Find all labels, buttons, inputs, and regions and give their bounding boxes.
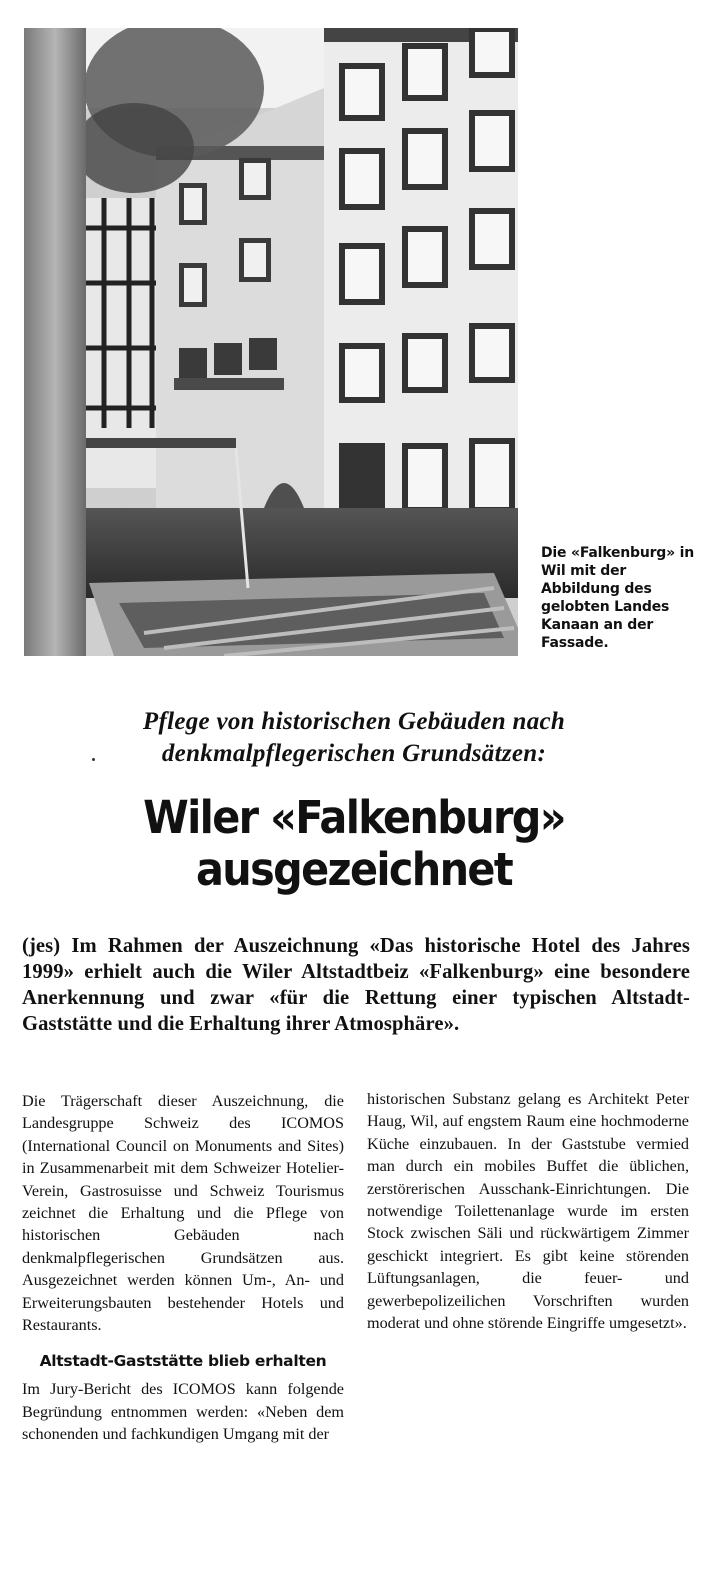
photo-caption: Die «Falkenburg» in Wil mit der Abbildung des gelobten Landes Kanaan an der Fassade. [541, 545, 695, 651]
body-paragraph: Im Jury-Bericht des ICOMOS kann folgende Begründung entnommen werden: «Neben dem schonenden und fachkundigen Umgang mit der [22, 1380, 344, 1444]
lead-paragraph: (jes) Im Rahmen der Auszeichnung «Das historische Hotel des Jahres 1999» erhielt auch die Wiler Altstadtbeiz «Falkenburg» eine besondere Anerkennung und zwar «für die Rettung einer typischen Altstadt-Gaststätte und die Erhaltung ihrer Atmosphäre». [22, 935, 690, 1035]
headline: Wiler «Falkenburg» ausgezeichnet [143, 791, 565, 896]
body-column-right [367, 1088, 689, 1334]
kicker-heading: Pflege von historischen Gebäuden nach denkmalpflegerischen Grundsätzen: [142, 708, 566, 767]
section-subheading: Altstadt-Gaststätte blieb erhalten [39, 1352, 327, 1371]
body-column-left [22, 1090, 344, 1446]
body-paragraph: historischen Substanz gelang es Architekt Peter Haug, Wil, auf engstem Raum eine hochmoderne Küche einzubauen. In der Gaststube vermied man durch ein mobiles Buffet die üblichen, zerstörerischen Ausschank-Einrichtungen. Die notwendige Toilettenanlage wurde im ersten Stock zwischen Säli und rückwärtigem Zimmer geschickt integriert. Es gibt keine störenden Lüftungsanlagen, die feuer- und gewerbepolizeilichen Vorschriften wurden moderat und ohne störende Eingriffe umgesetzt». [367, 1090, 689, 1333]
print-speck [92, 758, 95, 761]
body-paragraph: Die Trägerschaft dieser Auszeichnung, die Landesgruppe Schweiz des ICOMOS (International Council on Monuments and Sites) in Zusammenarbeit mit dem Schweizer Hotelier-Verein, Gastrosuisse und Schweiz Tourismus zeichnet die Erhaltung und die Pflege von historischen Gebäuden nach denkmalpflegerischen Grundsätzen aus. Ausgezeichnet werden können Um-, An- und Erweiterungsbauten bestehender Hotels und Restaurants. [22, 1092, 344, 1335]
article-photo [24, 28, 518, 656]
